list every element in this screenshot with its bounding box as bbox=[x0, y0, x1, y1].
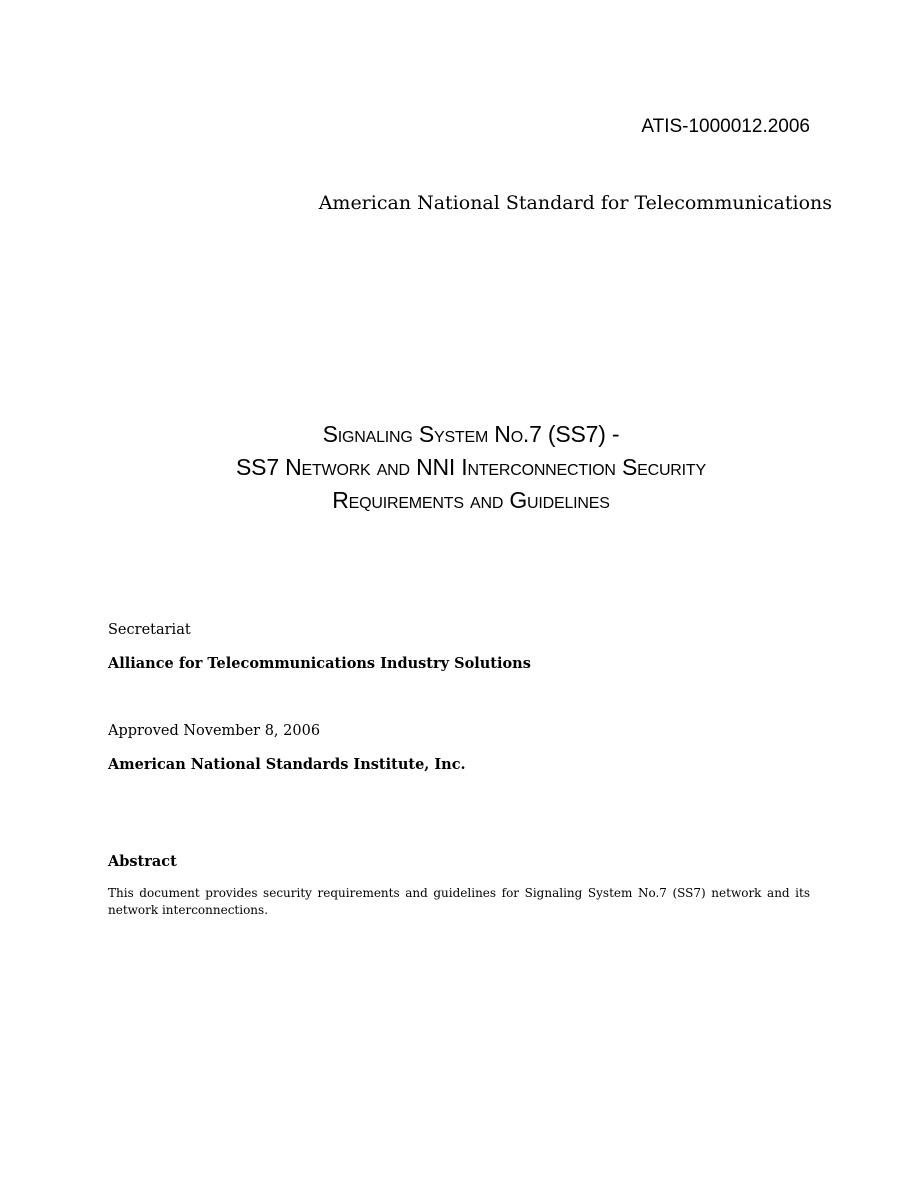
approval-date: Approved November 8, 2006 bbox=[108, 723, 321, 739]
document-title bbox=[108, 418, 834, 517]
document-number: ATIS-1000012.2006 bbox=[641, 116, 810, 137]
title-line-3: Requirements and Guidelines bbox=[332, 487, 610, 513]
title-line-1: Signaling System No.7 (SS7) - bbox=[322, 421, 620, 447]
approving-body: American National Standards Institute, Inc. bbox=[108, 756, 466, 773]
abstract-text: This document provides security requirements and guidelines for Signaling System No.7 (SS7) network and its network interconnections. bbox=[108, 886, 810, 917]
title-line-2: SS7 Network and NNI Interconnection Security bbox=[236, 454, 706, 480]
abstract-heading: Abstract bbox=[108, 853, 177, 870]
secretariat-name: Alliance for Telecommunications Industry Solutions bbox=[108, 655, 531, 672]
standard-type: American National Standard for Telecommunications bbox=[318, 192, 832, 214]
secretariat-label: Secretariat bbox=[108, 622, 191, 638]
